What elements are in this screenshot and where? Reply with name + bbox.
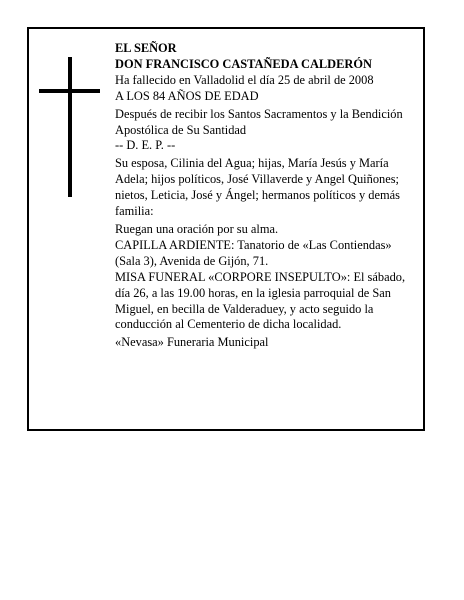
death-statement: Ha fallecido en Valladolid el día 25 de abril de 2008 <box>115 72 374 87</box>
cross-horizontal-bar <box>39 89 100 93</box>
deceased-name: DON FRANCISCO CASTAÑEDA CALDERÓN <box>115 56 372 71</box>
funeral-mass-paragraph: MISA FUNERAL «CORPORE INSEPULTO»: El sábado, día 26, a las 19.00 horas, en la iglesia parroquial de San Miguel, en becilla de Valderaduey, y acto seguido la conducción al Cementerio de dicha localidad. <box>115 269 406 332</box>
cross-vertical-bar <box>68 57 72 197</box>
notice-text <box>115 41 415 351</box>
obituary-notice <box>27 27 425 431</box>
funeral-home-line: «Nevasa» Funeraria Municipal <box>115 335 269 350</box>
sacraments-paragraph: Después de recibir los Santos Sacramentos y la Bendición Apostólica de Su Santidad <box>115 106 403 137</box>
age-line: A LOS 84 AÑOS DE EDAD <box>115 88 259 103</box>
dep-line: -- D. E. P. -- <box>115 138 176 153</box>
chapel-paragraph: CAPILLA ARDIENTE: Tanatorio de «Las Contiendas» (Sala 3), Avenida de Gijón, 71. <box>115 237 392 268</box>
title-line: EL SEÑOR <box>115 41 177 55</box>
family-paragraph: Su esposa, Cilinia del Agua; hijas, María Jesús y María Adela; hijos políticos, José Villaverde y Angel Quiñones; nietos, Leticia, José y Ángel; hermanos políticos y demás familia: <box>115 156 400 219</box>
prayer-line: Ruegan una oración por su alma. <box>115 221 279 236</box>
